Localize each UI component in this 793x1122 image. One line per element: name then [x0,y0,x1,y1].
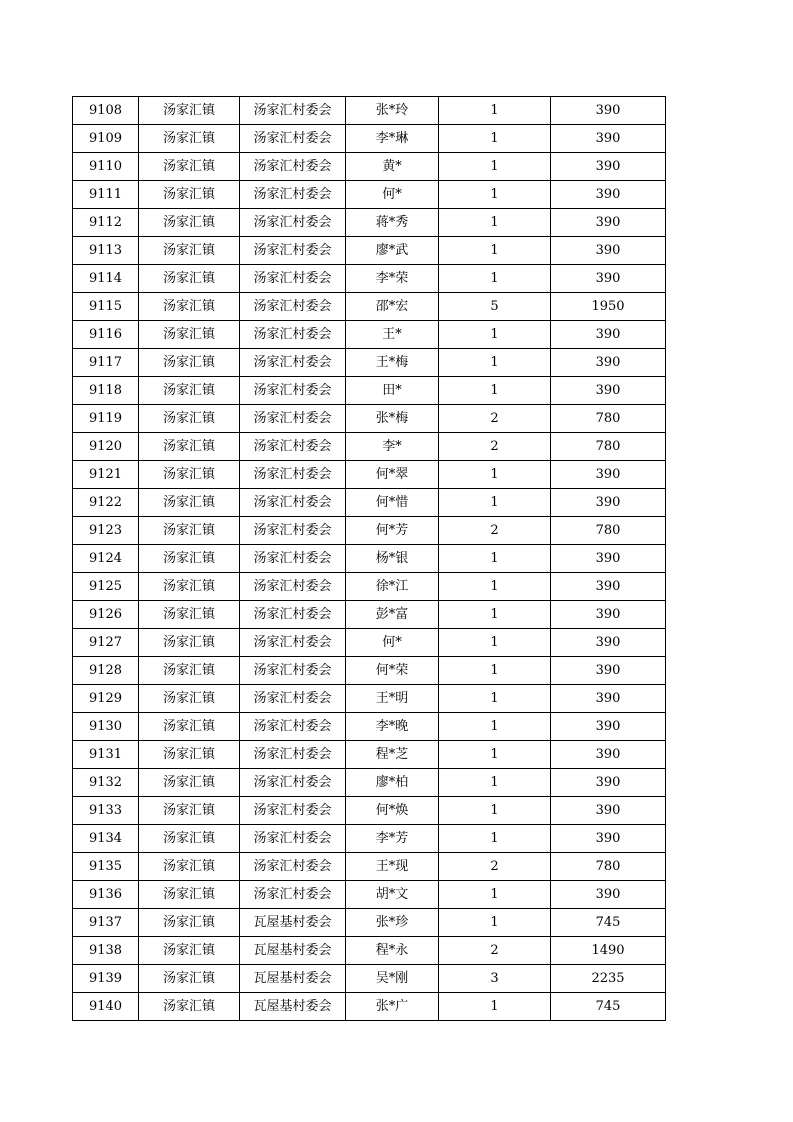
person-count-cell: 1 [439,461,551,489]
amount-cell: 390 [551,601,666,629]
row-number-cell: 9125 [73,573,139,601]
town-cell: 汤家汇镇 [139,181,240,209]
town-cell: 汤家汇镇 [139,321,240,349]
table-row [73,97,666,125]
amount-cell: 390 [551,769,666,797]
village-committee-cell: 汤家汇村委会 [240,125,346,153]
row-number-cell: 9137 [73,909,139,937]
row-number-cell: 9118 [73,377,139,405]
person-name-cell: 何*惜 [346,489,439,517]
village-committee-cell: 汤家汇村委会 [240,181,346,209]
person-count-cell: 1 [439,265,551,293]
village-committee-cell: 汤家汇村委会 [240,377,346,405]
town-cell: 汤家汇镇 [139,545,240,573]
village-committee-cell: 汤家汇村委会 [240,881,346,909]
village-committee-cell: 汤家汇村委会 [240,545,346,573]
table-row [73,293,666,321]
person-count-cell: 2 [439,937,551,965]
town-cell: 汤家汇镇 [139,573,240,601]
amount-cell: 390 [551,685,666,713]
village-committee-cell: 汤家汇村委会 [240,265,346,293]
table-row [73,405,666,433]
town-cell: 汤家汇镇 [139,433,240,461]
amount-cell: 390 [551,629,666,657]
person-name-cell: 程*芝 [346,741,439,769]
amount-cell: 390 [551,461,666,489]
row-number-cell: 9136 [73,881,139,909]
table-row [73,461,666,489]
village-committee-cell: 汤家汇村委会 [240,237,346,265]
person-count-cell: 1 [439,181,551,209]
table-row [73,181,666,209]
table-row [73,265,666,293]
person-name-cell: 何*芳 [346,517,439,545]
town-cell: 汤家汇镇 [139,881,240,909]
person-name-cell: 胡*文 [346,881,439,909]
town-cell: 汤家汇镇 [139,993,240,1021]
village-committee-cell: 瓦屋基村委会 [240,909,346,937]
person-count-cell: 1 [439,125,551,153]
town-cell: 汤家汇镇 [139,125,240,153]
village-committee-cell: 汤家汇村委会 [240,293,346,321]
table-row [73,993,666,1021]
town-cell: 汤家汇镇 [139,741,240,769]
table-row [73,601,666,629]
person-count-cell: 2 [439,433,551,461]
person-count-cell: 1 [439,657,551,685]
person-name-cell: 李*琳 [346,125,439,153]
table-row [73,769,666,797]
village-committee-cell: 汤家汇村委会 [240,349,346,377]
town-cell: 汤家汇镇 [139,937,240,965]
person-count-cell: 1 [439,993,551,1021]
row-number-cell: 9116 [73,321,139,349]
village-committee-cell: 瓦屋基村委会 [240,993,346,1021]
person-count-cell: 1 [439,685,551,713]
row-number-cell: 9140 [73,993,139,1021]
village-committee-cell: 汤家汇村委会 [240,433,346,461]
row-number-cell: 9129 [73,685,139,713]
row-number-cell: 9117 [73,349,139,377]
town-cell: 汤家汇镇 [139,97,240,125]
village-committee-cell: 汤家汇村委会 [240,461,346,489]
person-count-cell: 1 [439,545,551,573]
person-count-cell: 1 [439,797,551,825]
amount-cell: 390 [551,153,666,181]
row-number-cell: 9115 [73,293,139,321]
person-count-cell: 1 [439,209,551,237]
table-row [73,713,666,741]
row-number-cell: 9122 [73,489,139,517]
amount-cell: 390 [551,741,666,769]
amount-cell: 780 [551,517,666,545]
town-cell: 汤家汇镇 [139,769,240,797]
table-row [73,797,666,825]
table-row [73,545,666,573]
amount-cell: 745 [551,993,666,1021]
village-committee-cell: 汤家汇村委会 [240,741,346,769]
person-name-cell: 李*晚 [346,713,439,741]
row-number-cell: 9131 [73,741,139,769]
row-number-cell: 9111 [73,181,139,209]
person-name-cell: 何* [346,181,439,209]
person-name-cell: 张*玲 [346,97,439,125]
amount-cell: 390 [551,797,666,825]
person-name-cell: 李*荣 [346,265,439,293]
row-number-cell: 9138 [73,937,139,965]
village-committee-cell: 汤家汇村委会 [240,685,346,713]
amount-cell: 390 [551,573,666,601]
person-count-cell: 1 [439,881,551,909]
town-cell: 汤家汇镇 [139,153,240,181]
table-row [73,937,666,965]
row-number-cell: 9113 [73,237,139,265]
person-name-cell: 张*梅 [346,405,439,433]
table-row [73,657,666,685]
amount-cell: 390 [551,237,666,265]
row-number-cell: 9114 [73,265,139,293]
person-name-cell: 李*芳 [346,825,439,853]
village-committee-cell: 汤家汇村委会 [240,153,346,181]
person-count-cell: 1 [439,741,551,769]
person-count-cell: 1 [439,153,551,181]
person-name-cell: 程*永 [346,937,439,965]
amount-cell: 1490 [551,937,666,965]
town-cell: 汤家汇镇 [139,713,240,741]
person-count-cell: 2 [439,853,551,881]
amount-cell: 390 [551,265,666,293]
row-number-cell: 9134 [73,825,139,853]
amount-cell: 1950 [551,293,666,321]
village-committee-cell: 瓦屋基村委会 [240,965,346,993]
person-count-cell: 3 [439,965,551,993]
person-name-cell: 黄* [346,153,439,181]
table-row [73,377,666,405]
table-row [73,153,666,181]
person-name-cell: 邵*宏 [346,293,439,321]
person-name-cell: 张*广 [346,993,439,1021]
table-row [73,741,666,769]
row-number-cell: 9133 [73,797,139,825]
town-cell: 汤家汇镇 [139,405,240,433]
town-cell: 汤家汇镇 [139,629,240,657]
row-number-cell: 9135 [73,853,139,881]
person-name-cell: 何* [346,629,439,657]
amount-cell: 390 [551,825,666,853]
person-count-cell: 2 [439,405,551,433]
table-row [73,349,666,377]
village-committee-cell: 汤家汇村委会 [240,405,346,433]
person-count-cell: 1 [439,909,551,937]
person-name-cell: 彭*富 [346,601,439,629]
person-name-cell: 何*翠 [346,461,439,489]
person-count-cell: 1 [439,573,551,601]
table-row [73,685,666,713]
person-name-cell: 廖*柏 [346,769,439,797]
amount-cell: 390 [551,97,666,125]
village-committee-cell: 汤家汇村委会 [240,489,346,517]
person-name-cell: 王*明 [346,685,439,713]
amount-cell: 780 [551,433,666,461]
table-row [73,825,666,853]
row-number-cell: 9109 [73,125,139,153]
person-count-cell: 1 [439,769,551,797]
amount-cell: 2235 [551,965,666,993]
table-row [73,629,666,657]
town-cell: 汤家汇镇 [139,265,240,293]
person-count-cell: 1 [439,321,551,349]
town-cell: 汤家汇镇 [139,377,240,405]
person-name-cell: 何*焕 [346,797,439,825]
town-cell: 汤家汇镇 [139,349,240,377]
row-number-cell: 9110 [73,153,139,181]
person-name-cell: 王*现 [346,853,439,881]
person-name-cell: 杨*银 [346,545,439,573]
amount-cell: 390 [551,209,666,237]
person-count-cell: 1 [439,349,551,377]
person-name-cell: 廖*武 [346,237,439,265]
person-count-cell: 1 [439,237,551,265]
person-name-cell: 王*梅 [346,349,439,377]
table-row [73,573,666,601]
town-cell: 汤家汇镇 [139,825,240,853]
row-number-cell: 9112 [73,209,139,237]
village-committee-cell: 汤家汇村委会 [240,853,346,881]
town-cell: 汤家汇镇 [139,461,240,489]
person-name-cell: 蒋*秀 [346,209,439,237]
amount-cell: 390 [551,349,666,377]
person-name-cell: 田* [346,377,439,405]
town-cell: 汤家汇镇 [139,237,240,265]
table-row [73,489,666,517]
village-committee-cell: 汤家汇村委会 [240,321,346,349]
row-number-cell: 9130 [73,713,139,741]
table-row [73,965,666,993]
village-committee-cell: 汤家汇村委会 [240,713,346,741]
row-number-cell: 9132 [73,769,139,797]
person-count-cell: 2 [439,517,551,545]
table-row [73,433,666,461]
person-count-cell: 1 [439,601,551,629]
person-name-cell: 张*珍 [346,909,439,937]
amount-cell: 390 [551,125,666,153]
amount-cell: 745 [551,909,666,937]
row-number-cell: 9126 [73,601,139,629]
amount-cell: 390 [551,489,666,517]
town-cell: 汤家汇镇 [139,209,240,237]
table-row [73,237,666,265]
person-count-cell: 1 [439,489,551,517]
town-cell: 汤家汇镇 [139,965,240,993]
village-committee-cell: 汤家汇村委会 [240,797,346,825]
village-committee-cell: 汤家汇村委会 [240,825,346,853]
amount-cell: 780 [551,853,666,881]
town-cell: 汤家汇镇 [139,853,240,881]
village-committee-cell: 汤家汇村委会 [240,573,346,601]
person-count-cell: 5 [439,293,551,321]
row-number-cell: 9120 [73,433,139,461]
person-count-cell: 1 [439,713,551,741]
town-cell: 汤家汇镇 [139,685,240,713]
row-number-cell: 9108 [73,97,139,125]
person-name-cell: 徐*江 [346,573,439,601]
town-cell: 汤家汇镇 [139,489,240,517]
row-number-cell: 9128 [73,657,139,685]
row-number-cell: 9124 [73,545,139,573]
table-row [73,909,666,937]
amount-cell: 780 [551,405,666,433]
person-count-cell: 1 [439,97,551,125]
person-name-cell: 李* [346,433,439,461]
row-number-cell: 9123 [73,517,139,545]
amount-cell: 390 [551,377,666,405]
town-cell: 汤家汇镇 [139,909,240,937]
town-cell: 汤家汇镇 [139,293,240,321]
roster-table-body [73,97,666,1021]
person-name-cell: 何*荣 [346,657,439,685]
person-name-cell: 吴*刚 [346,965,439,993]
person-name-cell: 王* [346,321,439,349]
table-row [73,321,666,349]
village-committee-cell: 汤家汇村委会 [240,629,346,657]
person-count-cell: 1 [439,629,551,657]
village-committee-cell: 汤家汇村委会 [240,769,346,797]
person-count-cell: 1 [439,825,551,853]
village-committee-cell: 瓦屋基村委会 [240,937,346,965]
village-committee-cell: 汤家汇村委会 [240,209,346,237]
table-row [73,209,666,237]
amount-cell: 390 [551,881,666,909]
row-number-cell: 9119 [73,405,139,433]
table-row [73,517,666,545]
village-committee-cell: 汤家汇村委会 [240,517,346,545]
amount-cell: 390 [551,321,666,349]
village-committee-cell: 汤家汇村委会 [240,657,346,685]
town-cell: 汤家汇镇 [139,517,240,545]
town-cell: 汤家汇镇 [139,657,240,685]
row-number-cell: 9139 [73,965,139,993]
table-row [73,881,666,909]
person-count-cell: 1 [439,377,551,405]
town-cell: 汤家汇镇 [139,601,240,629]
table-row [73,125,666,153]
amount-cell: 390 [551,181,666,209]
row-number-cell: 9121 [73,461,139,489]
amount-cell: 390 [551,657,666,685]
roster-table [72,96,666,1021]
table-row [73,853,666,881]
amount-cell: 390 [551,713,666,741]
amount-cell: 390 [551,545,666,573]
village-committee-cell: 汤家汇村委会 [240,601,346,629]
village-committee-cell: 汤家汇村委会 [240,97,346,125]
row-number-cell: 9127 [73,629,139,657]
town-cell: 汤家汇镇 [139,797,240,825]
